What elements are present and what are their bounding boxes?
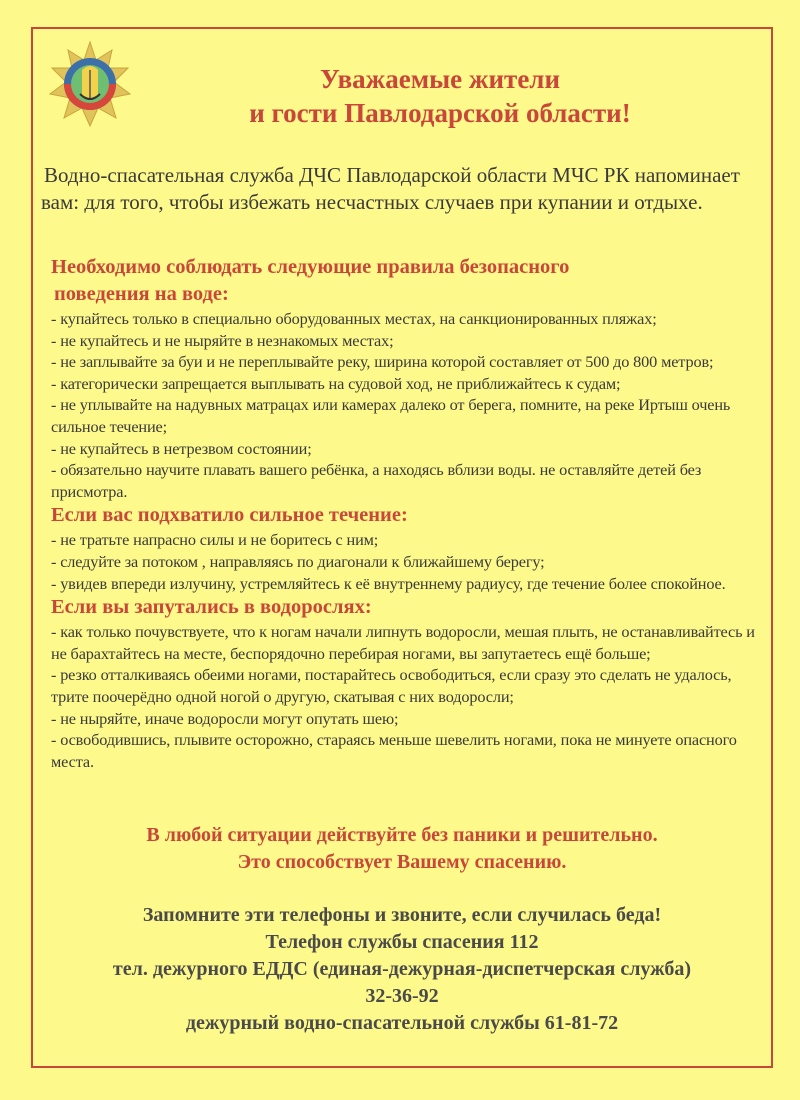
closing-line-2: Это способствует Вашему спасению. (237, 851, 567, 873)
edds-phone: 32-36-92 (365, 985, 439, 1007)
title-line-1: Уважаемые жители (319, 64, 561, 94)
list-item: - освободившись, плывите осторожно, стараясь меньше шевелить ногами, пока не минуете опасного места. (51, 730, 737, 771)
list-item: - следуйте за потоком , направляясь по диагонали к ближайшему берегу; (51, 551, 545, 571)
list-item: - увидев впереди излучину, устремляйтесь к её внутреннему радиусу, где течение более спокойное. (51, 573, 726, 593)
emblem-logo (46, 40, 134, 128)
list-item: - категорически запрещается выплывать на судовой ход, не приближайтесь к судам; (51, 373, 621, 393)
list-item: - купайтесь только в специально оборудованных местах, на санкционированных пляжах; (51, 309, 657, 328)
section-heading-safety-rules (51, 254, 766, 308)
closing-line-1: В любой ситуации действуйте без паники и решительно. (146, 824, 658, 846)
water-rescue-phone: дежурный водно-спасательной службы 61-81-72 (185, 1012, 619, 1034)
seaweed-list (51, 621, 766, 772)
list-item: - не ныряйте, иначе водоросли могут опутать шею; (51, 708, 399, 728)
heading-line-1: Необходимо соблюдать следующие правила безопасного (51, 256, 570, 278)
closing-message (40, 822, 764, 876)
strong-current-list (51, 529, 766, 594)
list-item: - не купайтесь и не ныряйте в незнакомых местах; (51, 330, 394, 350)
list-item: - не купайтесь в нетрезвом состоянии; (51, 438, 312, 458)
list-item: - как только почувствуете, что к ногам начали липнуть водоросли, мешая плыть, не останавливайтесь и не барахтайтесь на месте, беспорядочно перебирая ногами, вы запутаетесь ещё больше; (51, 622, 755, 663)
list-item: - не уплывайте на надувных матрацах или камерах далеко от берега, помните, на реке Иртыш очень сильное течение; (51, 395, 731, 436)
section-heading-strong-current: Если вас подхватило сильное течение: (51, 504, 408, 527)
phones-intro: Запомните эти телефоны и звоните, если случилась беда! (142, 904, 662, 926)
list-item: - не тратьте напрасно силы и не боритесь с ним; (51, 530, 379, 550)
section-heading-seaweed: Если вы запутались в водорослях: (51, 596, 372, 619)
emergency-phones (40, 902, 764, 1037)
safety-rules-list (51, 308, 766, 502)
edds-label: тел. дежурного ЕДДС (единая-дежурная-диспетчерская служба) (112, 958, 692, 980)
intro-paragraph: Водно-спасательная служба ДЧС Павлодарской области МЧС РК напоминает вам: для того, чтобы избежать несчастных случаев при купании и отдыхе. (41, 163, 740, 214)
page-title (150, 62, 730, 130)
heading-line-2: поведения на воде: (54, 283, 229, 305)
list-item: - не заплывайте за буи и не переплывайте реку, ширина которой составляет от 500 до 800 метров; (51, 352, 714, 372)
list-item: - резко отталкиваясь обеими ногами, постарайтесь освободиться, если сразу это сделать не удалось, трите поочерёдно одной ногой о другую, скатывая с них водоросли; (51, 665, 732, 706)
rescue-service-phone: Телефон службы спасения 112 (265, 931, 539, 953)
rules-content (51, 254, 766, 772)
list-item: - обязательно научите плавать вашего ребёнка, а находясь вблизи воды. не оставляйте детей без присмотра. (51, 460, 702, 501)
title-line-2: и гости Павлодарской области! (249, 98, 631, 128)
